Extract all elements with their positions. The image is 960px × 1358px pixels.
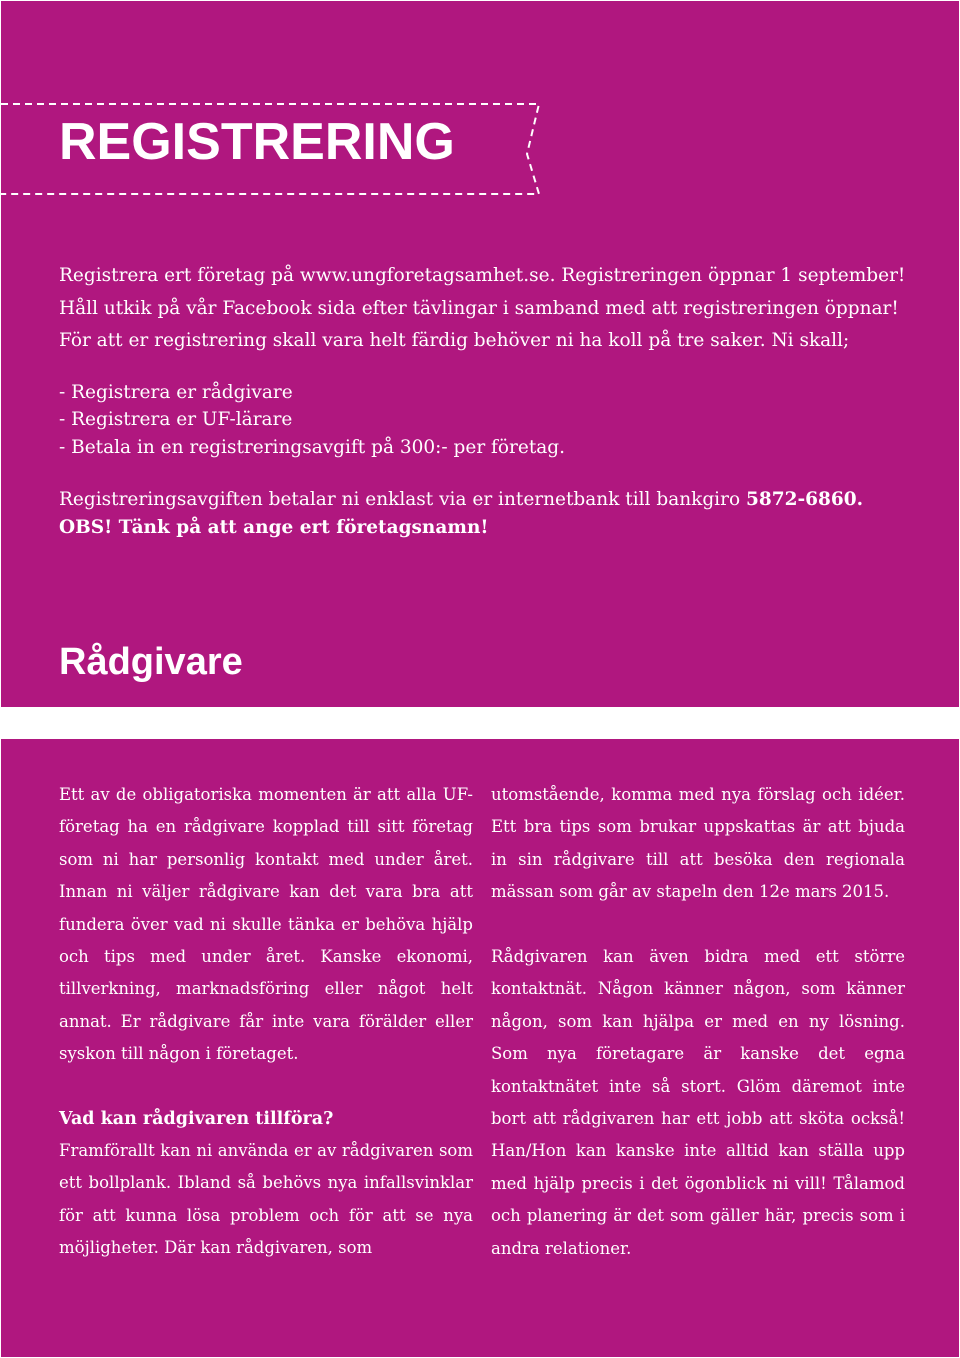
advisor-network-paragraph: Rådgivaren kan även bidra med ett större kontaktnät. Någon känner någon, som känner någon, som kan hjälpa er med en ny lösning. Som nya företagare är kanske det egna kontaktnätet inte så stort. Glöm däremot inte bort att rådgivaren har ett jobb att sköta också! Han/Hon kan kanske inte alltid kan ställa upp med hjälp precis i det ögonblick ni vill! Tålamod och planering är det som gäller här, precis som i andra relationer. — [491, 947, 905, 1258]
advisor-contribution-paragraph: Framförallt kan ni använda er av rådgivaren som ett bollplank. Ibland så behövs nya infallsvinklar för att kunna lösa problem och för att se nya möjligheter. Där kan rådgivaren, som — [59, 1141, 473, 1258]
requirement-item: - Betala in en registreringsavgift på 300:- per företag. — [59, 436, 566, 458]
registration-body — [59, 260, 919, 542]
advisor-column-right — [491, 779, 905, 1265]
requirement-item: - Registrera er UF-lärare — [59, 409, 293, 430]
intro-paragraph: Registrera ert företag på www.ungforetagsamhet.se. Registreringen öppnar 1 september! Håll utkik på vår Facebook sida efter tävlingar i samband med att registreringen öppnar! För att er registrering skall vara helt färdig behöver ni ha koll på tre saker. Ni skall; — [59, 265, 906, 351]
advisor-panel — [1, 739, 959, 1357]
advisor-subheading: Vad kan rådgivaren tillföra? — [59, 1108, 334, 1129]
advisor-intro-paragraph: Ett av de obligatoriska momenten är att alla UF-företag ha en rådgivare kopplad till sitt företag som ni har personlig kontakt med under året. Innan ni väljer rådgivare kan det vara bra att fundera över vad ni skulle tänka er behöva hjälp och tips med under året. Kanske ekonomi, tillverkning, marknadsföring eller något helt annat. Er rådgivare får inte vara förälder eller syskon till någon i företaget. — [59, 785, 473, 1064]
payment-paragraph — [59, 486, 919, 542]
advisor-outsider-paragraph: utomstående, komma med nya förslag och idéer. Ett bra tips som brukar uppskattas är att bjuda in sin rådgivare till att besöka den regionala mässan som går av stapeln den 12e mars 2015. — [491, 785, 905, 902]
registration-panel — [1, 1, 959, 707]
requirement-item: - Registrera er rådgivare — [59, 381, 293, 403]
payment-text: Registreringsavgiften betalar ni enklast via er internetbank till bankgiro — [59, 489, 741, 510]
section-title-advisor: Rådgivare — [59, 641, 243, 683]
advisor-column-left — [59, 779, 473, 1265]
payment-emphasis: 5872-6860. OBS! Tänk på att ange ert företagsnamn! — [59, 489, 864, 538]
requirements-list — [59, 379, 919, 462]
page-title: REGISTRERING — [59, 113, 455, 171]
